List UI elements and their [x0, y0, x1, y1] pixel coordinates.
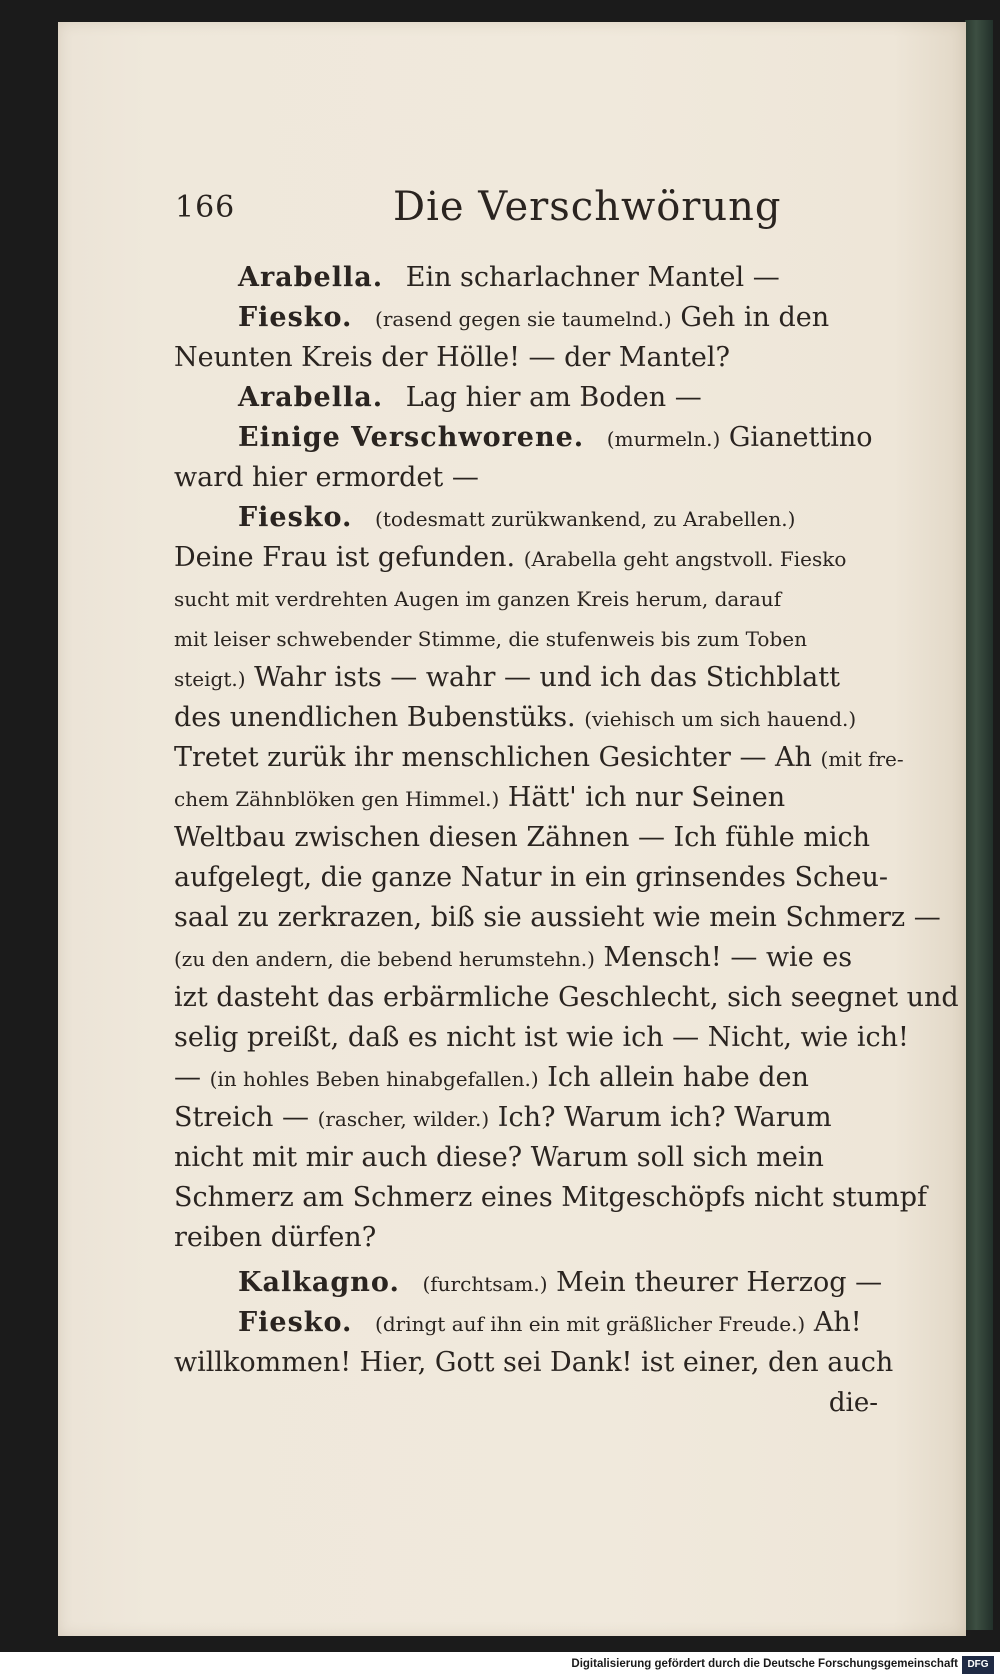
- speaker-name: Fiesko.: [238, 1307, 353, 1338]
- spoken-text: Streich —: [174, 1102, 309, 1133]
- spoken-text: nicht mit mir auch diese? Warum soll sich mein: [174, 1142, 824, 1173]
- speaker-name: Arabella.: [238, 382, 384, 413]
- stage-direction: (zu den andern, die bebend herumstehn.): [174, 947, 595, 971]
- spoken-text: Geh in den: [680, 302, 830, 333]
- speaker-name: Einige Verschworene.: [238, 422, 585, 453]
- spoken-text: Hätt' ich nur Seinen: [507, 782, 786, 813]
- text-line: [174, 938, 878, 978]
- speaker-name: Fiesko.: [238, 502, 353, 533]
- spoken-text: Ich? Warum ich? Warum: [497, 1102, 832, 1133]
- text-line: [174, 418, 878, 458]
- spoken-text: Lag hier am Boden —: [405, 382, 702, 413]
- stage-direction: (dringt auf ihn ein mit gräßlicher Freude.): [375, 1312, 806, 1336]
- stage-direction: steigt.): [174, 667, 246, 691]
- speaker-name: Kalkagno.: [238, 1267, 400, 1298]
- spoken-text: Mein theurer Herzog —: [556, 1267, 883, 1298]
- stage-direction: (todesmatt zurükwankend, zu Arabellen.): [375, 507, 796, 531]
- text-line: [174, 498, 878, 538]
- running-title: Die Verschwörung: [393, 184, 782, 230]
- spoken-text: Schmerz am Schmerz eines Mitgeschöpfs nicht stumpf: [174, 1182, 927, 1213]
- text-line: [174, 618, 878, 658]
- spoken-text: Mensch! — wie es: [603, 942, 853, 973]
- spoken-text: Wahr ists — wahr — und ich das Stichblatt: [254, 662, 840, 693]
- text-line: [174, 578, 878, 618]
- text-line: [174, 258, 878, 298]
- text-line: [174, 298, 878, 338]
- spoken-text: saal zu zerkrazen, biß sie aussieht wie mein Schmerz —: [174, 902, 941, 933]
- text-line: [174, 538, 878, 578]
- page-number: 166: [175, 190, 236, 225]
- stage-direction: (in hohles Beben hinabgefallen.): [209, 1067, 539, 1091]
- digitization-footer: [0, 1652, 1000, 1679]
- text-line: [174, 738, 904, 778]
- spoken-text: ward hier ermordet —: [174, 462, 479, 493]
- spoken-text: Ah!: [813, 1307, 862, 1338]
- text-line: [174, 338, 878, 378]
- text-line: [174, 458, 878, 498]
- speaker-name: Arabella.: [238, 262, 384, 293]
- spoken-text: izt dasteht das erbärmliche Geschlecht, sich seegnet und: [174, 982, 959, 1013]
- page-header: [175, 178, 875, 238]
- stage-direction: sucht mit verdrehten Augen im ganzen Kreis herum, darauf: [174, 587, 782, 611]
- stage-direction: chem Zähnblöken gen Himmel.): [174, 787, 500, 811]
- stage-direction: (Arabella geht angstvoll. Fiesko: [523, 547, 847, 571]
- catchword: die-: [828, 1388, 878, 1418]
- spoken-text: Ich allein habe den: [547, 1062, 809, 1093]
- text-line: [174, 1218, 878, 1258]
- text-line: [174, 378, 878, 418]
- text-line: [174, 778, 878, 818]
- text-line: [174, 1058, 878, 1098]
- spoken-text: aufgelegt, die ganze Natur in ein grinsendes Scheu-: [174, 862, 888, 893]
- spoken-text: Tretet zurük ihr menschlichen Gesichter — Ah: [174, 742, 812, 773]
- text-line: [174, 1098, 878, 1138]
- book-cover-edge: [965, 20, 993, 1630]
- speaker-name: Fiesko.: [238, 302, 353, 333]
- spoken-text: Ein scharlachner Mantel —: [405, 262, 780, 293]
- funding-credit: Digitalisierung gefördert durch die Deutsche Forschungsgemeinschaft: [571, 1658, 958, 1670]
- text-line: [174, 658, 878, 698]
- spoken-text: Gianettino: [728, 422, 873, 453]
- text-line: [174, 978, 959, 1018]
- text-line: [174, 1263, 883, 1303]
- stage-direction: mit leiser schwebender Stimme, die stufenweis bis zum Toben: [174, 627, 807, 651]
- text-line: [174, 1178, 927, 1218]
- text-line: [174, 1138, 878, 1178]
- text-line: [174, 818, 878, 858]
- spoken-text: willkommen! Hier, Gott sei Dank! ist einer, den auch: [174, 1347, 894, 1378]
- stage-direction: (mit fre-: [820, 747, 904, 771]
- stage-direction: (rascher, wilder.): [317, 1107, 490, 1131]
- stage-direction: (rasend gegen sie taumelnd.): [375, 307, 672, 331]
- stage-direction: (furchtsam.): [422, 1272, 548, 1296]
- stage-direction: (viehisch um sich hauend.): [584, 707, 857, 731]
- spoken-text: Deine Frau ist gefunden.: [174, 542, 516, 573]
- spoken-text: reiben dürfen?: [174, 1222, 377, 1253]
- text-line: [174, 858, 888, 898]
- dfg-logo: DFG: [962, 1656, 994, 1674]
- spoken-text: selig preißt, daß es nicht ist wie ich — Nicht, wie ich!: [174, 1022, 909, 1053]
- text-line: [174, 898, 941, 938]
- text-line: [174, 1303, 878, 1343]
- text-line: [174, 1018, 909, 1058]
- spoken-text: —: [174, 1062, 201, 1093]
- spoken-text: Weltbau zwischen diesen Zähnen — Ich fühle mich: [174, 822, 871, 853]
- spoken-text: Neunten Kreis der Hölle! — der Mantel?: [174, 342, 730, 373]
- stage-direction: (murmeln.): [606, 427, 721, 451]
- text-line: [174, 698, 878, 738]
- text-line: [174, 1343, 894, 1383]
- spoken-text: des unendlichen Bubenstüks.: [174, 702, 576, 733]
